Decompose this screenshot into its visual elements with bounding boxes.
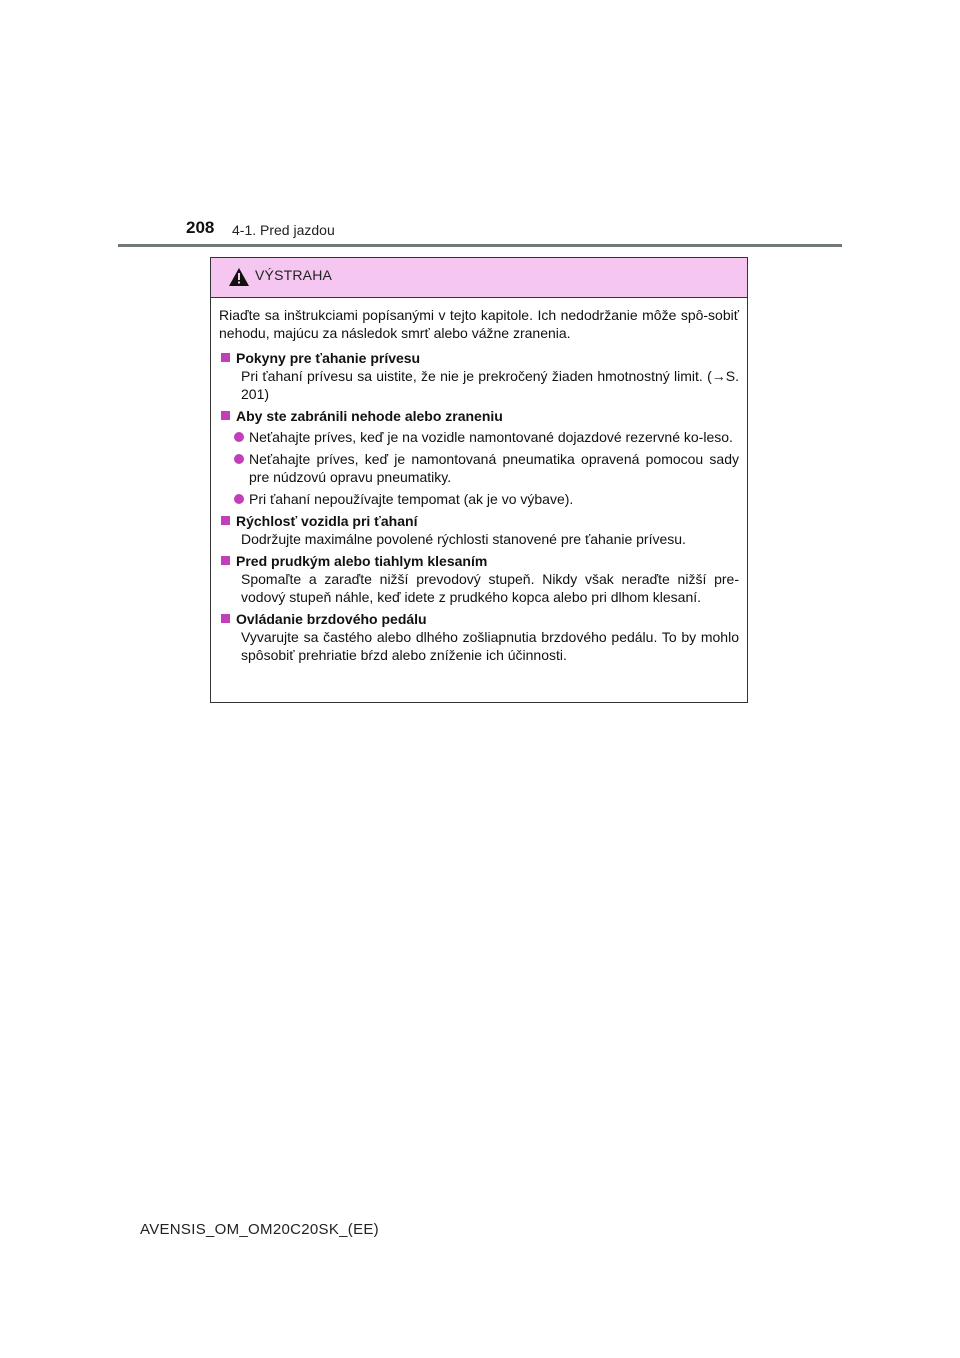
warning-header <box>211 258 747 298</box>
section-heading: Pred prudkým alebo tiahlym klesaním <box>219 552 739 570</box>
section-title: 4-1. Pred jazdou <box>232 222 335 238</box>
section-heading: Rýchlosť vozidla pri ťahaní <box>219 512 739 530</box>
section-heading: Aby ste zabránili nehode alebo zraneniu <box>219 407 739 425</box>
square-bullet-icon <box>221 614 230 623</box>
list-item: Neťahajte príves, keď je namontovaná pneumatika opravená pomocou sady pre núdzovú opravu pneumatiky. <box>219 450 739 486</box>
warning-box <box>210 257 748 703</box>
page-number: 208 <box>186 218 215 237</box>
round-bullet-icon <box>234 432 244 442</box>
section-heading: Ovládanie brzdového pedálu <box>219 610 739 628</box>
square-bullet-icon <box>221 516 230 525</box>
section-heading: Pokyny pre ťahanie prívesu <box>219 349 739 367</box>
square-bullet-icon <box>221 556 230 565</box>
list-item: Neťahajte príves, keď je na vozidle namontované dojazdové rezervné ko-leso. <box>219 428 739 446</box>
header-divider <box>118 244 842 247</box>
warning-label: VÝSTRAHA <box>255 267 333 283</box>
square-bullet-icon <box>221 353 230 362</box>
section-text: Dodržujte maximálne povolené rýchlosti stanovené pre ťahanie prívesu. <box>241 531 686 547</box>
warning-body <box>211 298 747 664</box>
list-item: Pri ťahaní nepoužívajte tempomat (ak je vo výbave). <box>219 490 739 508</box>
warning-triangle-icon <box>229 268 249 286</box>
section-text: Pri ťahaní prívesu sa uistite, že nie je prekročený žiaden hmotnostný limit. (→S. 201) <box>241 368 739 402</box>
square-bullet-icon <box>221 411 230 420</box>
warning-intro: Riaďte sa inštrukciami popísanými v tejto kapitole. Ich nedodržanie môže spô-sobiť nehodu, majúcu za následok smrť alebo vážne zranenia. <box>219 307 739 341</box>
round-bullet-icon <box>234 454 244 464</box>
section-text: Spomaľte a zaraďte nižší prevodový stupeň. Nikdy však neraďte nižší pre-vodový stupeň náhle, keď idete z prudkého kopca alebo pri dlhom klesaní. <box>241 571 739 605</box>
round-bullet-icon <box>234 494 244 504</box>
document-id: AVENSIS_OM_OM20C20SK_(EE) <box>140 1221 379 1238</box>
section-text: Vyvarujte sa častého alebo dlhého zošliapnutia brzdového pedálu. To by mohlo spôsobiť prehriatie bŕzd alebo zníženie ich účinnosti. <box>241 629 739 663</box>
